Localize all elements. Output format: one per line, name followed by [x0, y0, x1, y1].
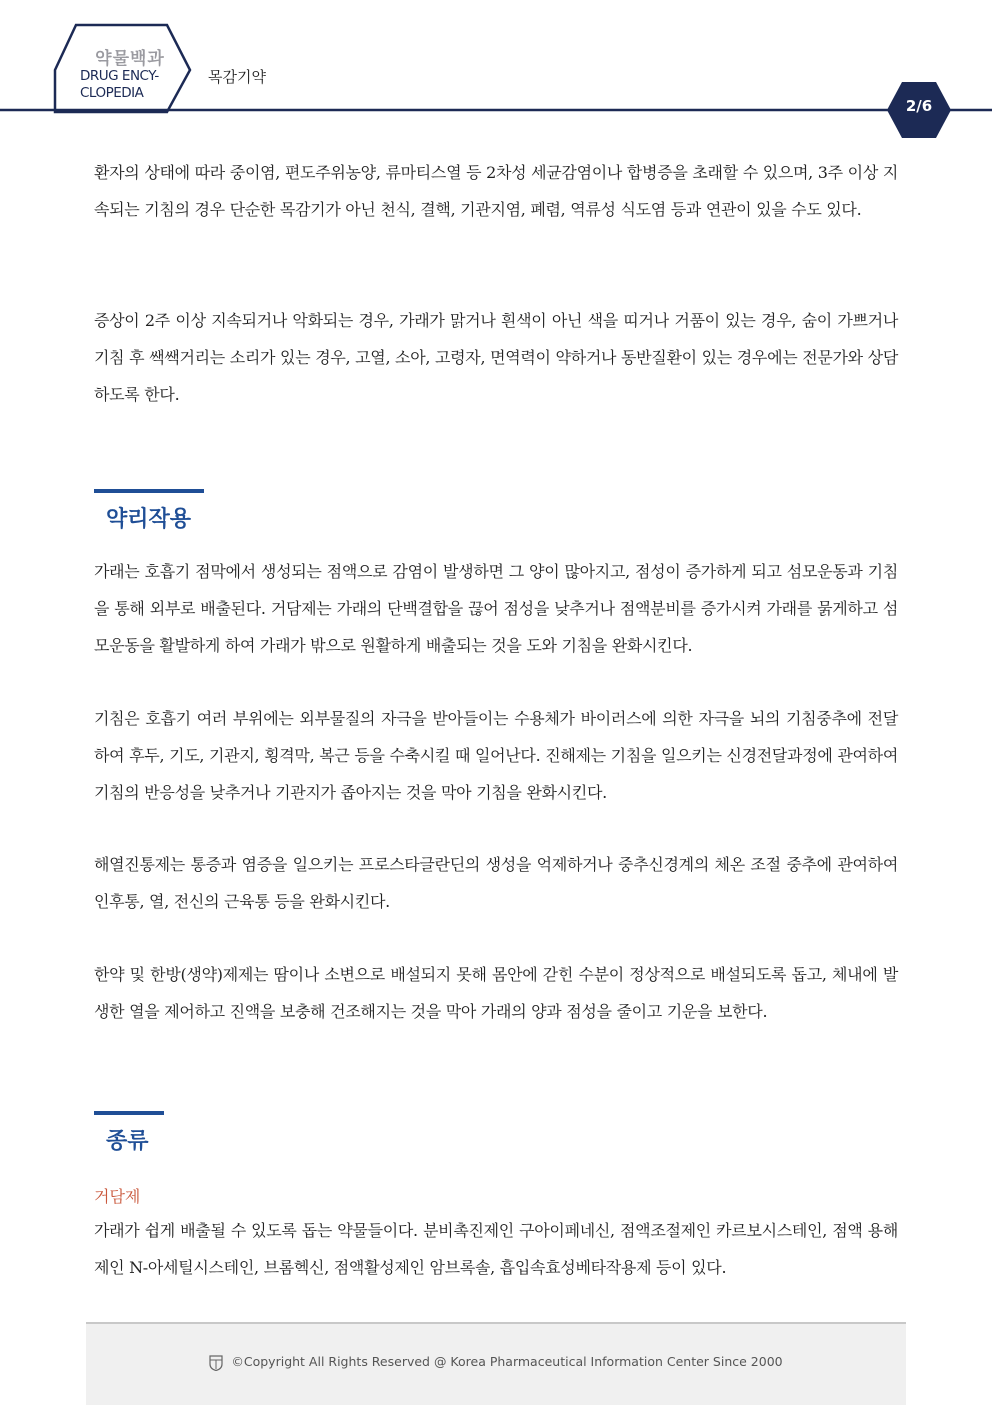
document-title: 목감기약 [208, 68, 266, 86]
pharmacology-paragraph-1: 가래는 호흡기 점막에서 생성되는 점액으로 감염이 발생하면 그 양이 많아지고, 점성이 증가하게 되고 섬모운동과 기침을 통해 외부로 배출된다. 거담제는 가래의 단백결합을 끊어 점성을 낮추거나 점액분비를 증가시켜 가래를 묽게하고 섬모운동을 활발하게 하여 가래가 밖으로 원활하게 배출되는 것을 도와 기침을 완화시킨다. [94, 562, 898, 655]
intro-paragraph-2: 증상이 2주 이상 지속되거나 악화되는 경우, 가래가 맑거나 흰색이 아닌 색을 띠거나 거품이 있는 경우, 숨이 가쁘거나 기침 후 쌕쌕거리는 소리가 있는 경우, 고열, 소아, 고령자, 면역력이 약하거나 동반질환이 있는 경우에는 전문가와 상담하도록 한다. [94, 311, 898, 404]
page-footer [86, 1322, 906, 1405]
pharmacology-paragraph-4: 한약 및 한방(생약)제제는 땀이나 소변으로 배설되지 못해 몸안에 갇힌 수분이 정상적으로 배설되도록 돕고, 체내에 발생한 열을 제어하고 진액을 보충해 건조해지는 것을 막아 가래의 양과 점성을 줄이고 기운을 보한다. [94, 965, 898, 1021]
copyright-text: ©Copyright All Rights Reserved @ Korea Pharmaceutical Information Center Since 2000 [231, 1354, 783, 1369]
pharmacology-paragraph-2: 기침은 호흡기 여러 부위에는 외부물질의 자극을 받아들이는 수용체가 바이러스에 의한 자극을 뇌의 기침중추에 전달하여 후두, 기도, 기관지, 횡격막, 복근 등을 수축시킬 때 일어난다. 진해제는 기침을 일으키는 신경전달과정에 관여하여 기침의 반응성을 낮추거나 기관지가 좁아지는 것을 막아 기침을 완화시킨다. [94, 709, 898, 802]
section-bar-types [94, 1111, 164, 1115]
page-number: 2/6 [905, 97, 933, 115]
intro-paragraph-1: 환자의 상태에 따라 중이염, 편도주위농양, 류마티스열 등 2차성 세균감염이나 합병증을 초래할 수 있으며, 3주 이상 지속되는 기침의 경우 단순한 목감기가 아닌 천식, 결핵, 기관지염, 폐렴, 역류성 식도염 등과 연관이 있을 수도 있다. [94, 163, 898, 219]
logo-english-line1: DRUG ENCY- [80, 68, 159, 84]
section-title-pharmacology: 약리작용 [106, 507, 192, 532]
subsection-title-expectorant: 거담제 [94, 1187, 141, 1206]
types-paragraph-1: 가래가 쉽게 배출될 수 있도록 돕는 약물들이다. 분비촉진제인 구아이페네신, 점액조절제인 카르보시스테인, 점액 용해제인 N-아세틸시스테인, 브롬헥신, 점액활성제인 암브록솔, 흡입속효성베타작용제 등이 있다. [94, 1221, 898, 1277]
page-header [0, 0, 992, 140]
pharmacology-paragraph-3: 해열진통제는 통증과 염증을 일으키는 프로스타글란딘의 생성을 억제하거나 중추신경계의 체온 조절 중추에 관여하여 인후통, 열, 전신의 근육통 등을 완화시킨다. [94, 855, 898, 911]
section-bar-pharmacology [94, 489, 204, 493]
logo-korean: 약물백과 [95, 49, 165, 69]
footer-content [86, 1354, 906, 1371]
logo-english [80, 68, 190, 102]
logo-english-line2: CLOPEDIA [80, 85, 144, 101]
crest-icon [209, 1355, 223, 1371]
section-title-types: 종류 [106, 1129, 149, 1154]
